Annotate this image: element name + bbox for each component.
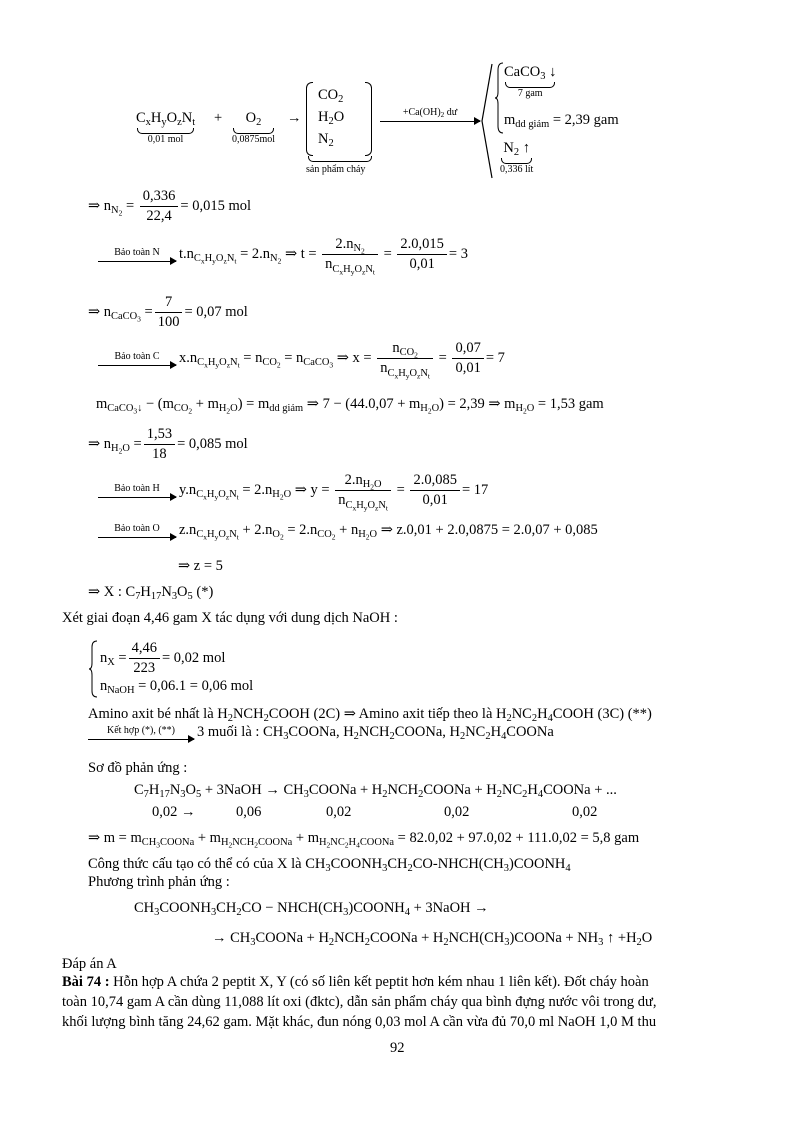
- calc-bao-toan-o: Bảo toàn O $z.n_{C_xH_yO_zN_t} + 2.n_{O_2} = 2.n_{CO_2} + n_{H_2O}$ ⇒ z.0,01 + 2.0,0875 = 2.0,07 + 0,085: [98, 522, 598, 539]
- problem-74-line-2: toàn 10,74 gam A cần dùng 11,088 lít oxi (đktc), dẫn sản phẩm cháy qua bình đựng nước vôi trong dư,: [62, 994, 657, 1010]
- mol-row-1: 0,02 →: [152, 804, 196, 820]
- calc-m-salts: ⇒ $m = m_{CH_3COONa} + m_{H_2NCH_2COONa} + m_{H_2NC_2H_4COONa} = 82.0,02 + 97.0,02 + 111.0,02 = 5,8$ gam: [88, 830, 640, 850]
- scheme-arrow-caoh2: $+Ca(OH)_2$ dư: [380, 106, 483, 123]
- mol-row-3: 0,02: [326, 804, 352, 820]
- calc-m-h2o: $m_{CaCO_3↓} - (m_{CO_2} + m_{H_2O}) = m_{dd giảm}$ ⇒ $7 - (44.0,07 + m_{H_2O}) = 2,39$ ⇒ $m_{H_2O} = 1,53$ gam: [96, 396, 604, 416]
- scheme-reactant-1: $C_xH_yO_zN_t$ 0,01 mol: [136, 110, 196, 146]
- scheme-n2: $N_2$ ↑ 0,336 lít: [500, 140, 534, 176]
- scheme-reactant-2: $O_2$ 0,0875mol: [232, 110, 276, 146]
- calc-ket-hop: Kết hợp (*), (**) 3 muối là : $CH_3COONa$, $H_2NCH_2COONa$, $H_2NC_2H_4COONa$: [88, 724, 554, 741]
- answer: Đáp án A: [62, 956, 117, 972]
- text-so-do: Sơ đồ phản ứng :: [88, 760, 188, 776]
- text-phuong-trinh: Phương trình phản ứng :: [88, 874, 230, 890]
- calc-n-x: $n_X$ = $\frac{4,46}{223}$ = 0,02 mol: [100, 640, 226, 677]
- scheme-products-list: $CO_2$ $H_2O$ $N_2$: [318, 87, 345, 150]
- calc-bao-toan-c: Bảo toàn C $x.n_{C_xH_yO_zN_t} = n_{CO_2} = n_{CaCO_3}$ ⇒ x = $\frac{n_{CO_2}}{n_{C_xH_yO_zN_t}}$ = $\frac{0,07}{0,01}$ = 7: [98, 340, 505, 378]
- scheme-products-group: [306, 82, 372, 162]
- mol-row-2: 0,06: [236, 804, 262, 820]
- scheme-products-label: sản phẩm cháy: [306, 164, 366, 175]
- text-xet-giai-doan: Xét giai đoạn 4,46 gam X tác dụng với dung dịch NaOH :: [62, 610, 398, 626]
- calc-n-naoh: $n_{NaOH} = 0,06.1 = 0,06$ mol: [100, 678, 254, 697]
- scheme-arrow: →: [287, 110, 302, 126]
- problem-74-line-3: khối lượng bình tăng 24,62 gam. Mặt khác, đun nóng 0,03 mol A cần vừa đủ 70,0 ml NaOH 1,0 M thu: [62, 1014, 657, 1030]
- scheme-inner-brace: [494, 62, 504, 134]
- equation-full-2: → $CH_3COONa$ + $H_2NCH_2COONa$ + $H_2NCH(CH_3)COONa + NH_3$ ↑ $+H_2O$: [212, 930, 653, 949]
- problem-74-line-1: Bài 74 : Hỗn hợp A chứa 2 peptit X, Y (có số liên kết peptit hơn kém nhau 1 liên kết). Đốt cháy hoàn: [62, 974, 649, 990]
- equation-full-1: $CH_3COONH_3CH_2CO$ − $NHCH(CH_3)COONH_4$ + 3NaOH →: [134, 900, 489, 919]
- scheme-plus: +: [214, 110, 223, 126]
- calc-n-n2: ⇒ $n_{N_2}$ = $\frac{0,336}{22,4}$ = 0,015 mol: [88, 188, 252, 225]
- calc-bao-toan-n: Bảo toàn N $t.n_{C_xH_yO_zN_t} = 2.n_{N_2}$ ⇒ t = $\frac{2.n_{N_2}}{n_{C_xH_yO_zN_t}}$ = $\frac{2.0,015}{0,01}$ = 3: [98, 236, 468, 274]
- text-cong-thuc: Công thức cấu tạo có thể có của X là $CH_3COONH_3CH_2CO-NHCH(CH_3)COONH_4$: [88, 856, 571, 875]
- mol-row-5: 0,02: [572, 804, 598, 820]
- text-amino-axit: Amino axit bé nhất là $H_2NCH_2COOH$ (2C) ⇒ Amino axit tiếp theo là $H_2NC_2H_4COOH$ (3C) (**): [88, 706, 652, 725]
- system-brace: [88, 640, 98, 698]
- scheme-mdd: $m_{dd giảm} = 2,39$ gam: [504, 112, 619, 131]
- calc-bao-toan-h: Bảo toàn H $y.n_{C_xH_yO_zN_t} = 2.n_{H_2O}$ ⇒ y = $\frac{2.n_{H_2O}}{n_{C_xH_yO_zN_t}}$ = $\frac{2.0,085}{0,01}$ = 17: [98, 472, 488, 510]
- calc-formula-x: ⇒ X : $C_7H_{17}N_3O_5$ (*): [88, 584, 214, 603]
- equation-reaction: $C_7H_{17}N_3O_5$ + 3NaOH → $CH_3COONa$ + $H_2NCH_2COONa$ + $H_2NC_2H_4COONa$ + ...: [134, 782, 617, 801]
- mol-row-4: 0,02: [444, 804, 470, 820]
- scheme-big-bracket: [480, 62, 494, 180]
- calc-z: ⇒ z = 5: [178, 558, 223, 574]
- calc-n-caco3: ⇒ $n_{CaCO_3}$ = $\frac{7}{100}$ = 0,07 mol: [88, 294, 248, 331]
- calc-n-h2o: ⇒ $n_{H_2O}$ = $\frac{1,53}{18}$ = 0,085 mol: [88, 426, 248, 463]
- page-number: 92: [390, 1040, 405, 1056]
- scheme-caco3: CaCO$_3$ ↓ 7 gam: [504, 64, 557, 100]
